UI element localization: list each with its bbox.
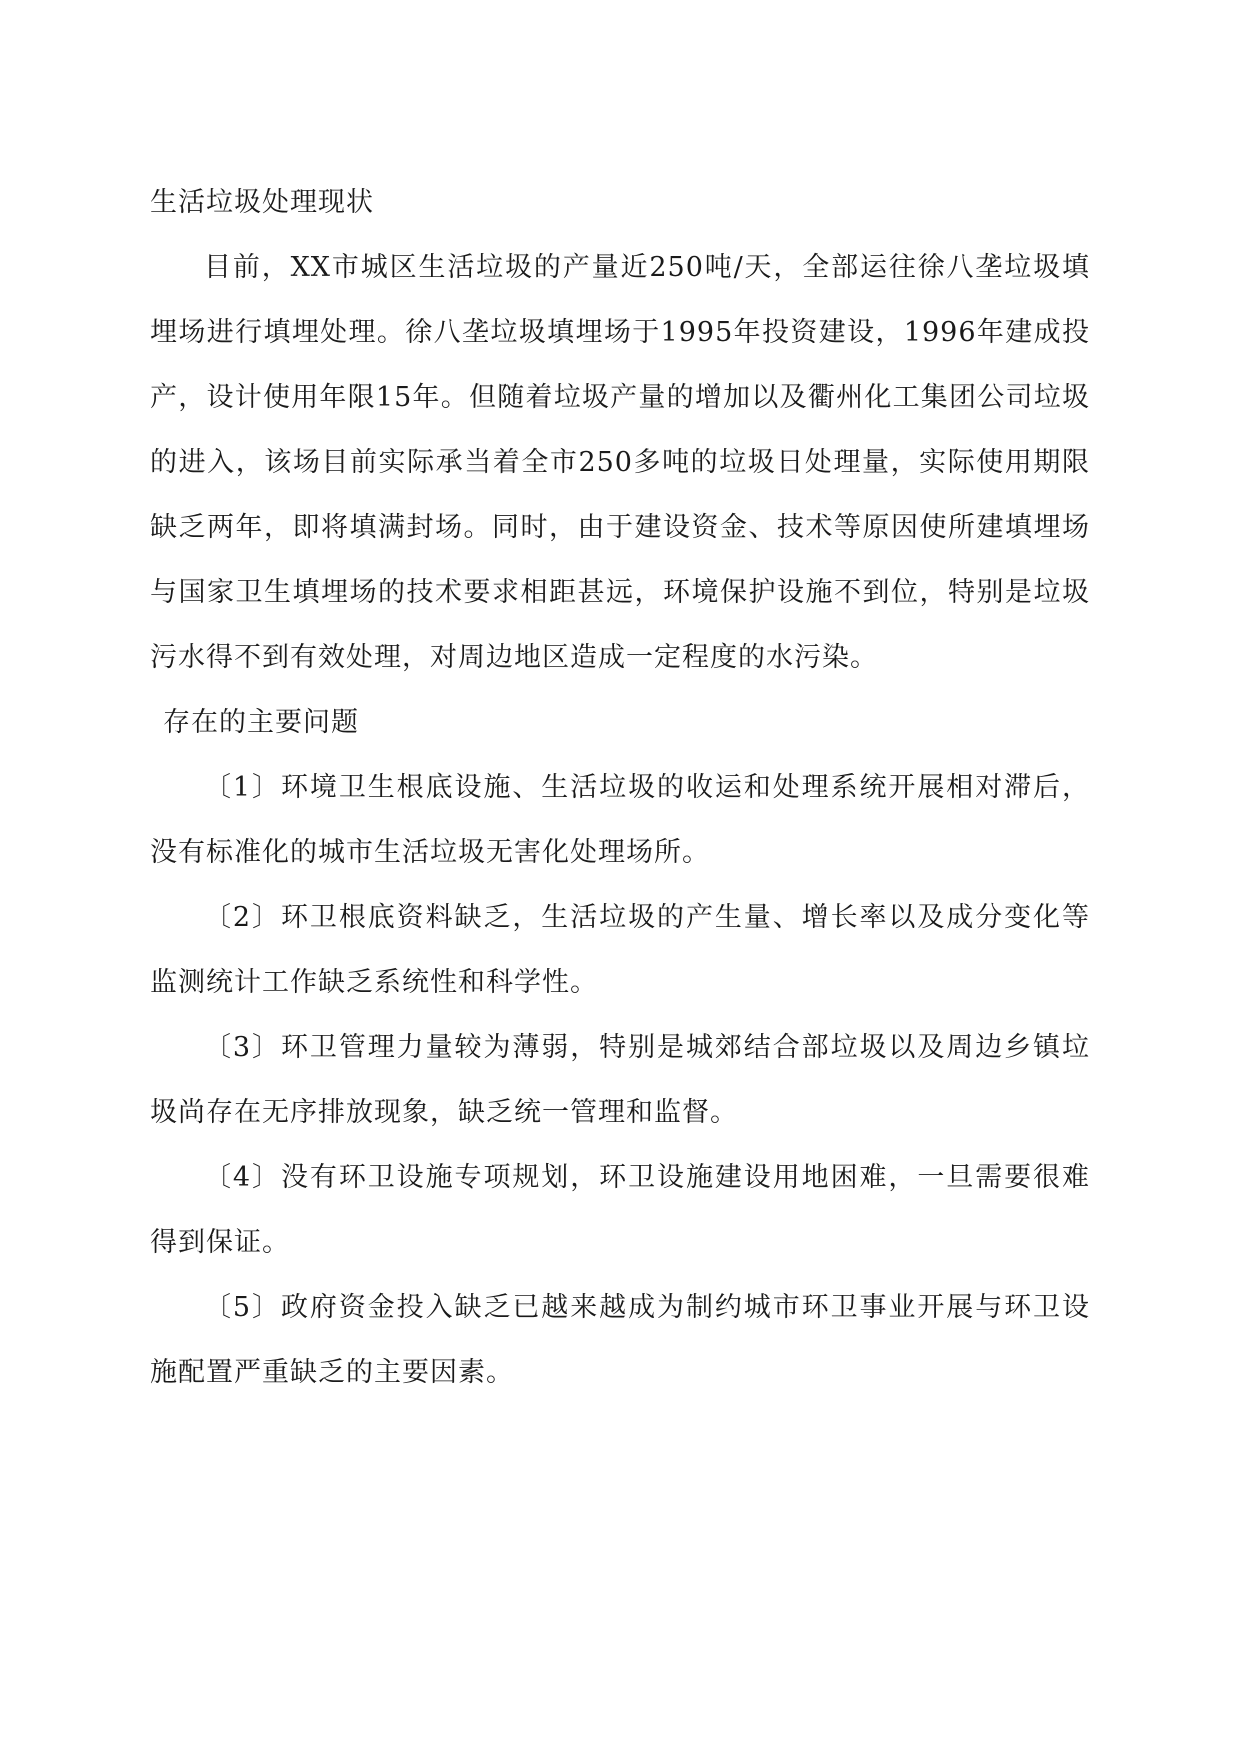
problem-item-1: 〔1〕环境卫生根底设施、生活垃圾的收运和处理系统开展相对滞后，没有标准化的城市生活垃圾无害化处理场所。 — [150, 772, 1090, 868]
section-title-status: 生活垃圾处理现状 — [150, 187, 374, 218]
problem-item-5: 〔5〕政府资金投入缺乏已越来越成为制约城市环卫事业开展与环卫设施配置严重缺乏的主要因素。 — [150, 1292, 1090, 1388]
problem-item-2: 〔2〕环卫根底资料缺乏，生活垃圾的产生量、增长率以及成分变化等监测统计工作缺乏系统性和科学性。 — [150, 902, 1090, 998]
section-title-problems: 存在的主要问题 — [163, 707, 359, 738]
problem-item-4: 〔4〕没有环卫设施专项规划，环卫设施建设用地困难，一旦需要很难得到保证。 — [150, 1162, 1090, 1258]
status-paragraph: 目前，XX市城区生活垃圾的产量近250吨/天，全部运往徐八垄垃圾填埋场进行填埋处理。徐八垄垃圾填埋场于1995年投资建设，1996年建成投产，设计使用年限15年。但随着垃圾产量的增加以及衢州化工集团公司垃圾的进入，该场目前实际承当着全市250多吨的垃圾日处理量，实际使用期限缺乏两年，即将填满封场。同时，由于建设资金、技术等原因使所建填埋场与国家卫生填埋场的技术要求相距甚远，环境保护设施不到位，特别是垃圾污水得不到有效处理，对周边地区造成一定程度的水污染。 — [150, 252, 1090, 673]
document-body — [150, 170, 1090, 1405]
problem-item-3: 〔3〕环卫管理力量较为薄弱，特别是城郊结合部垃圾以及周边乡镇垃圾尚存在无序排放现象，缺乏统一管理和监督。 — [150, 1032, 1090, 1128]
